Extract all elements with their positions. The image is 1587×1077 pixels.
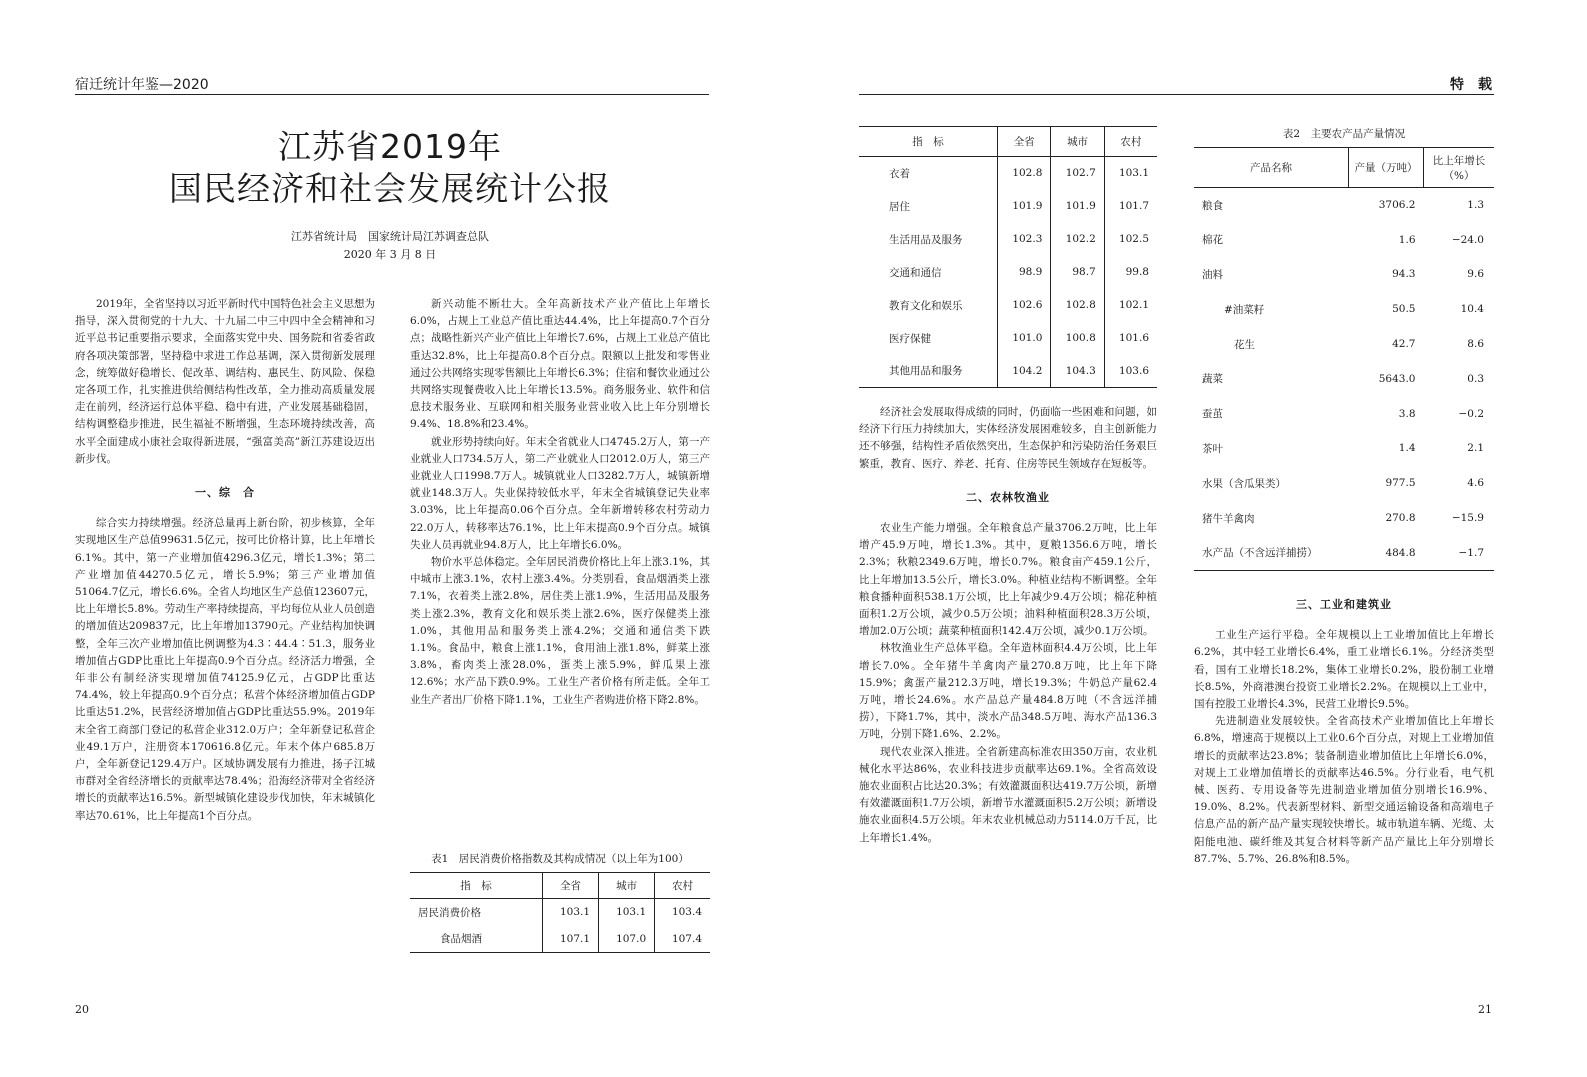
table-row xyxy=(1194,257,1494,292)
table2-cell: 0.3 xyxy=(1467,372,1484,385)
table-row xyxy=(859,355,1157,388)
report-date: 2020 年 3 月 8 日 xyxy=(343,248,437,261)
table1-block xyxy=(410,851,710,953)
table1-cont-cell: 98.9 xyxy=(998,256,1051,289)
table1-caption: 表1 居民消费价格指数及其构成情况（以上年为100） xyxy=(431,853,689,865)
table2-caption: 表2 主要农产品产量情况 xyxy=(1282,128,1406,140)
table1-cont-cell: 102.6 xyxy=(998,289,1051,322)
table1-cont-cell: 102.1 xyxy=(1104,289,1157,322)
text-column-1 xyxy=(75,296,375,825)
table2-cell-product: 水产品（不含远洋捕捞） xyxy=(1202,547,1318,560)
section-heading-agriculture: 二、农林牧渔业 xyxy=(966,490,1050,504)
table-row xyxy=(1194,327,1494,362)
table1-cont-cell: 99.8 xyxy=(1104,256,1157,289)
table-row xyxy=(1194,501,1494,536)
table2-cell: 1.6 xyxy=(1398,233,1416,246)
paragraph-agri-capacity: 农业生产能力增强。全年粮食总产量3706.2万吨，比上年增产45.9万吨，增长1.3%。其中，夏粮1356.6万吨，增长2.3%；秋粮2349.6万吨，增长0.7%。粮食亩产459.1公斤，比上年增加13.5公斤，增长3.0%。种植业结构不断调整。全年粮食播种面积538.1万公顷，比上年减少9.4万公顷；棉花种植面积1.2万公顷，减少0.5万公顷；油料种植面积28.3万公顷，增加2.0万公顷；蔬菜种植面积142.4万公顷，减少0.1万公顷。 xyxy=(859,522,1157,638)
table2-cell-product: 蚕茧 xyxy=(1202,408,1223,421)
intro-paragraph: 2019年，全省坚持以习近平新时代中国特色社会主义思想为指导，深入贯彻党的十九大、十九届二中三中四中全会精神和习近平总书记重要指示要求，全面落实党中央、国务院和省委省政府各项决策部署，坚持稳中求进工作总基调，深入贯彻新发展理念，统筹做好稳增长、促改革、调结构、惠民生、防风险、保稳定各项工作，扎实推进供给侧结构性改革，全力推动高质量发展走在前列，经济运行总体平稳、稳中有进，产业发展基础稳固，结构调整稳步推进，民生福祉不断增强，生态环境持续改善，高水平全面建成小康社会取得新进展，“强富美高”新江苏建设迈出新步伐。 xyxy=(75,298,375,465)
table1-cell: 103.1 xyxy=(599,899,655,926)
table1-cont-header-city: 城市 xyxy=(1051,127,1104,157)
table2-cell-product: 粮食 xyxy=(1202,199,1223,212)
table2-cell: 8.6 xyxy=(1467,338,1484,351)
table1-cell: 103.1 xyxy=(543,899,599,926)
paragraph-economy: 综合实力持续增强。经济总量再上新台阶，初步核算，全年实现地区生产总值99631.5亿元，按可比价格计算，比上年增长6.1%。其中，第一产业增加值4296.3亿元，增长1.3%；第二产业增加值44270.5亿元，增长5.9%；第三产业增加值51064.7亿元，增长6.6%。全省人均地区生产总值123607元，比上年增长5.8%。劳动生产率持续提高，平均每位从业人员创造的增加值达209837元，比上年增加13790元。产业结构加快调整，全年三次产业增加值比例调整为4.3∶44.4∶51.3，服务业增加值占GDP比重比上年提高0.9个百分点。经济活力增强，全年非公有制经济实现增加值74125.9亿元，占GDP比重达74.4%，较上年提高0.9个百分点；私营个体经济增加值占GDP比重达51.2%，民营经济增加值占GDP比重达55.9%。2019年末全省工商部门登记的私营企业312.0万户；全年新登记私营企业49.1万户，注册资本170616.8亿元。年末个体户685.8万户，全年新登记129.4万户。区域协调发展有力推进，扬子江城市群对全省经济增长的贡献率达78.4%；沿海经济带对全省经济增长的贡献率达16.5%。新型城镇化建设步伐加快，年末城镇化率达70.61%，比上年提高1个百分点。 xyxy=(75,517,375,822)
table2-cell-product: 花生 xyxy=(1234,338,1255,351)
table-row xyxy=(1194,535,1494,570)
table1-cont-cell: 104.3 xyxy=(1051,355,1104,388)
table1-cont-cell: 102.7 xyxy=(1051,157,1104,190)
table-row xyxy=(859,289,1157,322)
table1-cell: 107.1 xyxy=(543,926,599,953)
table1-cont-header-province: 全省 xyxy=(998,127,1051,157)
page-number-left: 20 xyxy=(75,1003,89,1016)
running-header-right: 特 载 xyxy=(1450,77,1492,93)
table1-cont-cell: 102.5 xyxy=(1104,223,1157,256)
table-row xyxy=(1194,431,1494,466)
table2-cell: 42.7 xyxy=(1392,338,1416,351)
header-rule-left xyxy=(75,94,709,95)
table1-cell: 103.4 xyxy=(655,899,710,926)
table1-header-rural: 农村 xyxy=(655,873,710,899)
table1-cell-indicator: 食品烟酒 xyxy=(440,933,482,946)
table2-cell: 977.5 xyxy=(1385,477,1416,490)
section-heading-industry: 三、工业和建筑业 xyxy=(1296,598,1392,611)
table1-cont-cell: 104.2 xyxy=(998,355,1051,388)
table2-cell-product: 蔬菜 xyxy=(1202,373,1223,386)
table2-block xyxy=(1194,126,1494,571)
paragraph-prices: 物价水平总体稳定。全年居民消费价格比上年上涨3.1%，其中城市上涨3.1%，农村上涨3.4%。分类别看，食品烟酒类上涨7.1%，衣着类上涨2.8%，居住类上涨1.9%，生活用品及服务类上涨2.3%，教育文化和娱乐类上涨2.6%，医疗保健类上涨1.0%，其他用品和服务类上涨4.2%；交通和通信类下跌1.1%。食品中，粮食上涨1.1%，食用油上涨1.8%，鲜菜上涨3.8%，畜肉类上涨28.0%，蛋类上涨5.9%，鲜瓜果上涨12.6%；水产品下跌0.9%。工业生产者价格有所走低。全年工业生产者出厂价格下降1.1%，工业生产者购进价格下降2.8%。 xyxy=(410,556,710,706)
table1-header-indicator: 指 标 xyxy=(410,873,543,899)
table1-cont-header-indicator: 指 标 xyxy=(859,127,998,157)
page-number-right: 21 xyxy=(1478,1003,1492,1016)
table2-cell-product: 水果（含瓜果类） xyxy=(1202,477,1286,490)
table2-cell: 50.5 xyxy=(1392,303,1416,316)
table1-cont-cell-indicator: 其他用品和服务 xyxy=(889,365,963,378)
text-column-3 xyxy=(859,404,1157,847)
table2-cell: 1.3 xyxy=(1467,199,1484,212)
report-authors: 江苏省统计局 国家统计局江苏调查总队 xyxy=(291,230,489,243)
table2-cell: −15.9 xyxy=(1451,512,1484,525)
right-page xyxy=(807,0,1587,1077)
table1-cont-cell-indicator: 交通和通信 xyxy=(889,266,942,279)
table2-header-product: 产品名称 xyxy=(1194,148,1349,188)
table1-cont-cell: 102.8 xyxy=(998,157,1051,190)
table2-header-growth: 比上年增长（%） xyxy=(1424,148,1495,188)
paragraph-modern-agriculture: 现代农业深入推进。全省新建高标准农田350万亩，农业机械化水平达86%，农业科技进步贡献率达69.1%。全省高效设施农业面积占比达20.3%；有效灌溉面积达419.7万公顷，新增有效灌溉面积1.7万公顷，新增节水灌溉面积5.2万公顷；新增设施农业面积4.5万公顷。年末农业机械总动力5114.0万千瓦，比上年增长1.4%。 xyxy=(859,745,1157,844)
table2-cell: −24.0 xyxy=(1451,233,1484,246)
table-row xyxy=(1194,222,1494,257)
paragraph-advanced-manufacturing: 先进制造业发展较快。全省高技术产业增加值比上年增长6.8%，增速高于规模以上工业0.6个百分点，对规上工业增加值增长的贡献率达23.8%；装备制造业增加值比上年增长6.0%，对规上工业增加值增长的贡献率达46.5%。分行业看，电气机械、医药、专用设备等先进制造业增加值分别增长16.9%、19.0%、8.2%。代表新型材料、新型交通运输设备和高端电子信息产品的新产品产量实现较快增长。城市轨道车辆、光缆、太阳能电池、碳纤维及其复合材料等新产品产量比上年分别增长87.7%、5.7%、26.8%和8.5%。 xyxy=(1194,715,1494,865)
paragraph-employment: 就业形势持续向好。年末全省就业人口4745.2万人，第一产业就业人口734.5万人，第二产业就业人口2012.0万人，第三产业就业人口1998.7万人。城镇就业人口3282.7万人，城镇新增就业148.3万人。失业保持较低水平，年末全省城镇登记失业率3.03%，比上年提高0.06个百分点。全年新增转移农村劳动力22.0万人，转移率达76.1%，比上年末提高0.9个百分点。城镇失业人员再就业94.8万人，比上年增长6.0%。 xyxy=(410,435,710,551)
table2-cell: −0.2 xyxy=(1458,407,1484,420)
text-column-4 xyxy=(1194,596,1494,868)
table1-cont-cell-indicator: 居住 xyxy=(889,200,910,213)
table1-cont-cell: 101.9 xyxy=(998,190,1051,223)
table1-cont-cell: 98.7 xyxy=(1051,256,1104,289)
table1-header-row xyxy=(410,873,710,899)
table2-cell: 2.1 xyxy=(1467,442,1484,455)
table-row xyxy=(859,322,1157,355)
table-row xyxy=(859,223,1157,256)
table2-cell: 4.6 xyxy=(1467,477,1484,490)
table2-cell: 484.8 xyxy=(1385,546,1416,559)
table1-cont-cell: 101.0 xyxy=(998,322,1051,355)
table1-header-province: 全省 xyxy=(543,873,599,899)
table-row xyxy=(1194,361,1494,396)
table2-cell: 94.3 xyxy=(1392,268,1416,281)
section-heading-general: 一、综 合 xyxy=(195,486,255,500)
table2-cell: 3706.2 xyxy=(1378,199,1416,212)
report-title-line1: 江苏省2019年 xyxy=(278,127,502,166)
table1-cont-cell: 102.2 xyxy=(1051,223,1104,256)
table-row xyxy=(1194,466,1494,501)
table1-cont-cell-indicator: 生活用品及服务 xyxy=(889,233,963,246)
table1-cont-header-row xyxy=(859,127,1157,157)
report-title-line2: 国民经济和社会发展统计公报 xyxy=(169,169,611,208)
table1-cont-header-rural: 农村 xyxy=(1104,127,1157,157)
table2-header-output: 产量（万吨） xyxy=(1349,148,1424,188)
table2-cell: 1.4 xyxy=(1398,442,1416,455)
table1-cont-cell: 101.7 xyxy=(1104,190,1157,223)
table1-cell: 107.4 xyxy=(655,926,710,953)
paragraph-industry-stable: 工业生产运行平稳。全年规模以上工业增加值比上年增长6.2%，其中轻工业增长6.4%，重工业增长6.1%。分经济类型看，国有工业增长18.2%，集体工业增长0.2%，股份制工业增长8.5%，外商港澳台投资工业增长2.2%。在规模以上工业中，国有控股工业增长4.3%，民营工业增长9.5%。 xyxy=(1194,629,1494,711)
paragraph-challenges: 经济社会发展取得成绩的同时，仍面临一些困难和问题，如经济下行压力持续加大，实体经济发展困难较多，自主创新能力还不够强，结构性矛盾依然突出，生态保护和污染防治任务艰巨繁重，教育、医疗、养老、托育、住房等民生领域存在短板等。 xyxy=(859,406,1157,470)
table1-cont-cell: 103.6 xyxy=(1104,355,1157,388)
table1-header-city: 城市 xyxy=(599,873,655,899)
paragraph-new-drivers: 新兴动能不断壮大。全年高新技术产业产值比上年增长6.0%，占规上工业总产值比重达44.4%，比上年提高0.7个百分点；战略性新兴产业产值比上年增长7.6%，占规上工业总产值比重达32.8%，比上年提高0.8个百分点。限额以上批发和零售业通过公共网络实现零售额比上年增长6.3%；住宿和餐饮业通过公共网络实现餐费收入比上年增长13.5%。商务服务业、软件和信息技术服务业、互联网和相关服务业营业收入比上年分别增长9.4%、18.8%和23.4%。 xyxy=(410,298,710,431)
table2-cell-product: 猪牛羊禽肉 xyxy=(1202,512,1255,525)
table-row xyxy=(859,190,1157,223)
table1-cont-cell-indicator: 医疗保健 xyxy=(889,332,931,345)
table-row xyxy=(1194,396,1494,431)
table1-cont-cell: 101.6 xyxy=(1104,322,1157,355)
table1-cell-indicator: 居民消费价格 xyxy=(418,906,481,919)
left-page xyxy=(0,0,780,1077)
table-row xyxy=(1194,188,1494,223)
table1-cont-cell: 103.1 xyxy=(1104,157,1157,190)
table-row xyxy=(859,256,1157,289)
table2-cell-product: 油料 xyxy=(1202,268,1223,281)
table2-cell-product: #油菜籽 xyxy=(1224,303,1265,316)
table2 xyxy=(1194,147,1494,571)
table1-cont-cell: 102.3 xyxy=(998,223,1051,256)
table1-continued xyxy=(859,126,1157,388)
table-row xyxy=(410,899,710,926)
header-rule-right xyxy=(859,94,1494,95)
table1-cont-cell-indicator: 衣着 xyxy=(889,167,910,180)
table1-cont-cell: 102.8 xyxy=(1051,289,1104,322)
table-row xyxy=(1194,292,1494,327)
table2-header-row xyxy=(1194,148,1494,188)
table2-cell: 270.8 xyxy=(1385,512,1416,525)
table-row xyxy=(410,926,710,953)
table2-cell: 3.8 xyxy=(1398,407,1416,420)
table1-cont-cell-indicator: 教育文化和娱乐 xyxy=(889,299,963,312)
paragraph-forestry-fishery: 林牧渔业生产总体平稳。全年造林面积4.4万公顷，比上年增长7.0%。全年猪牛羊禽肉产量270.8万吨，比上年下降15.9%；禽蛋产量212.3万吨，增长19.3%；牛奶总产量62.4万吨，增长24.6%。水产品总产量484.8万吨（不含远洋捕捞），下降1.7%，其中，淡水产品348.5万吨、海水产品136.3万吨，分别下降1.6%、2.2%。 xyxy=(859,642,1157,741)
table1-cont-cell: 100.8 xyxy=(1051,322,1104,355)
table2-cell-product: 茶叶 xyxy=(1202,442,1223,455)
table2-cell: 9.6 xyxy=(1467,268,1484,281)
table2-cell: 5643.0 xyxy=(1378,372,1416,385)
table1-cont-cell: 101.9 xyxy=(1051,190,1104,223)
running-header-left: 宿迁统计年鉴—2020 xyxy=(75,77,209,93)
table-row xyxy=(859,157,1157,190)
table1-cell: 107.0 xyxy=(599,926,655,953)
table2-cell-product: 棉花 xyxy=(1202,234,1223,247)
table2-cell: 10.4 xyxy=(1460,303,1484,316)
table2-cell: −1.7 xyxy=(1458,546,1484,559)
table1 xyxy=(410,872,710,953)
text-column-2 xyxy=(410,296,710,709)
